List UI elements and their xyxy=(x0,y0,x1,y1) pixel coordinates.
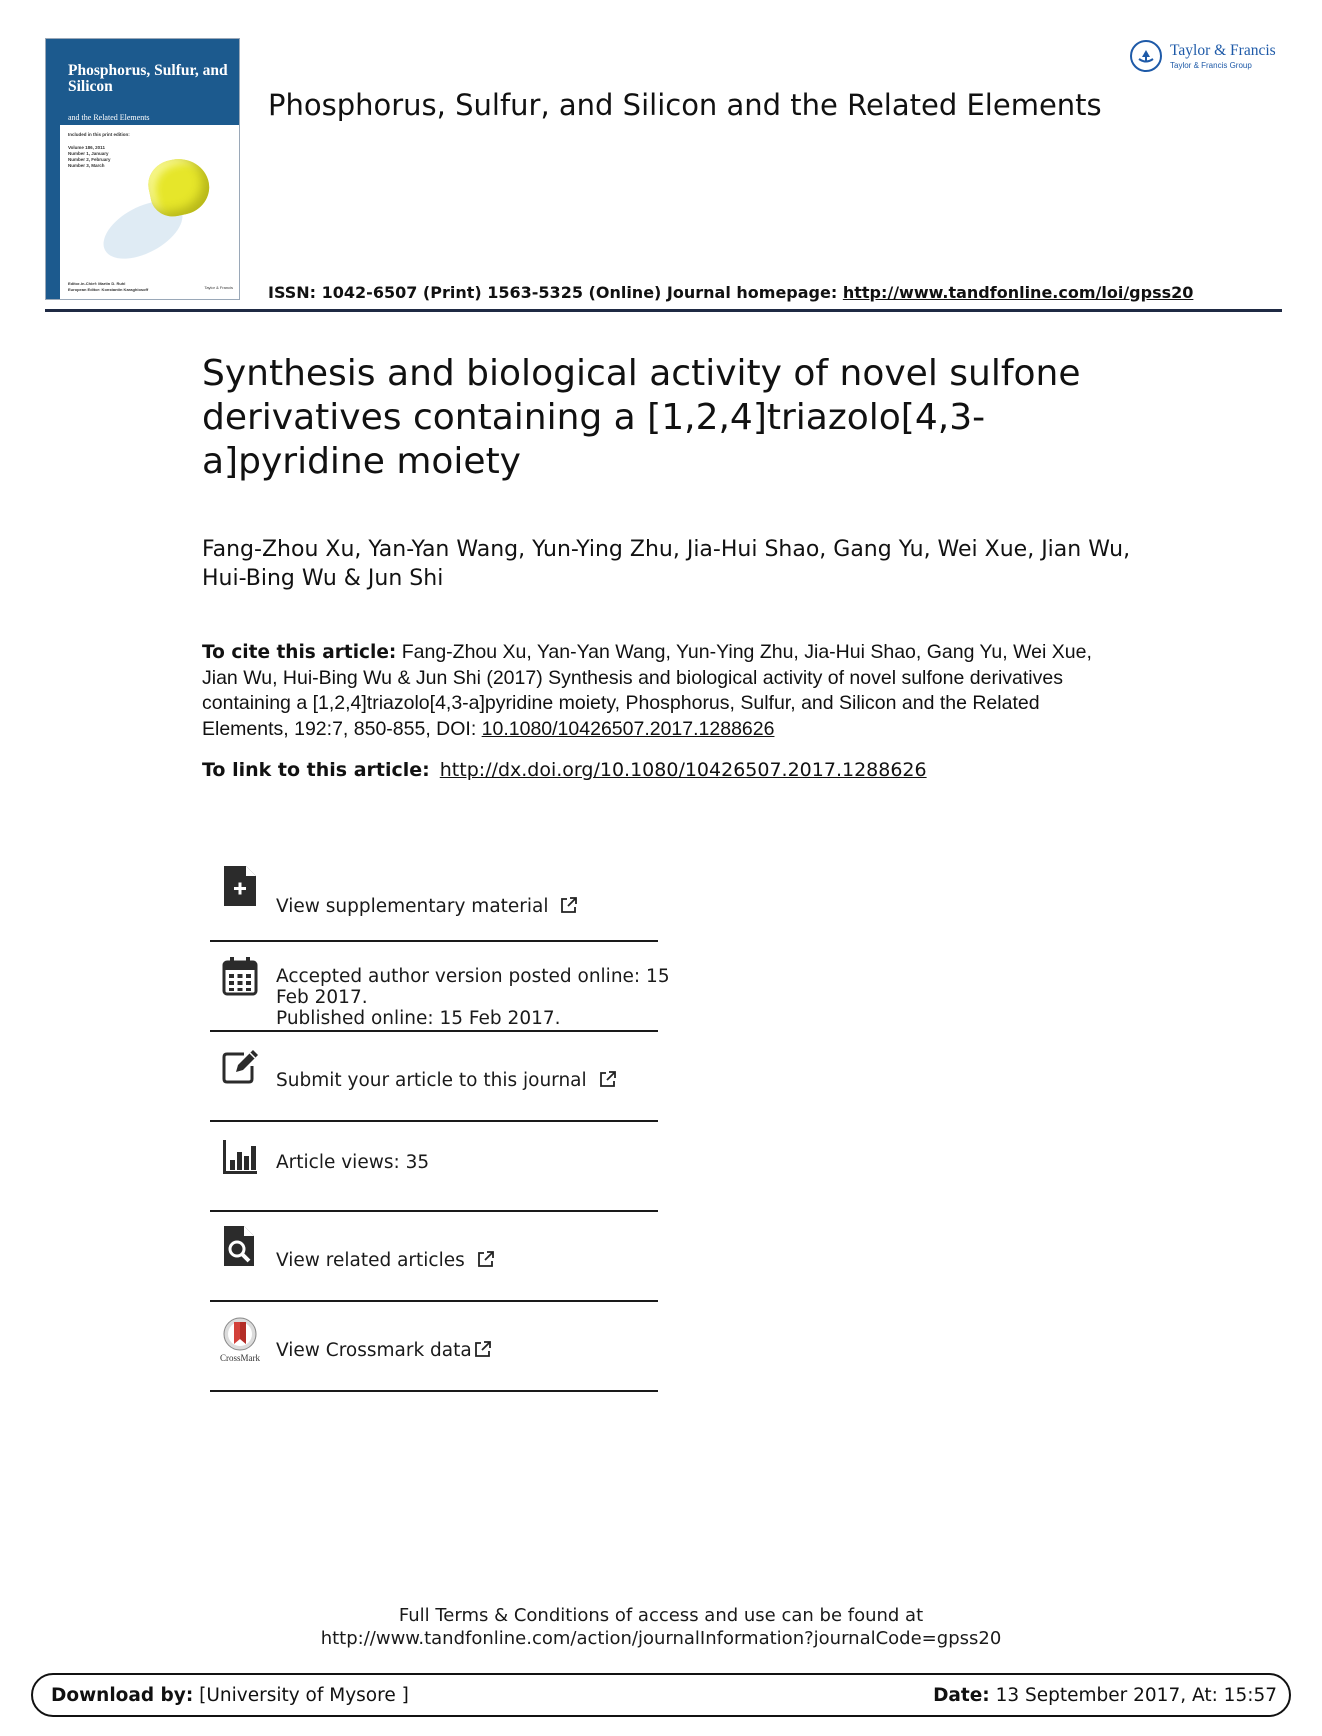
edit-icon xyxy=(222,1046,258,1086)
calendar-icon xyxy=(222,956,258,996)
external-link-icon xyxy=(477,1250,495,1268)
dates-row xyxy=(210,956,670,1029)
cite-text: Fang-Zhou Xu, Yan-Yan Wang, Yun-Ying Zhu, Jia-Hui Shao, Gang Yu, Wei Xue, Jian Wu, Hui-Bing Wu & Jun Shi (2017) Synthesis and biological activity of novel sulfone derivatives containing a [1,2,4]triazolo[4,3-a]pyridine moiety, Phosphorus, Sulfur, and Silicon and the Related Elements, 192:7, 850-855, DOI: xyxy=(202,641,1092,740)
supplementary-material-row[interactable] xyxy=(210,866,658,926)
cover-editors xyxy=(68,281,148,292)
download-date xyxy=(933,1685,1277,1706)
issn-line xyxy=(268,283,1193,302)
date-label: Date: xyxy=(933,1685,990,1706)
download-label: Download by: xyxy=(51,1685,194,1706)
article-views-row xyxy=(210,1136,658,1196)
external-link-icon xyxy=(599,1070,617,1088)
cover-volume-line: Number 1, January xyxy=(68,151,109,156)
cover-spine xyxy=(46,39,60,299)
article-views: Article views: 35 xyxy=(276,1152,430,1173)
document-search-icon xyxy=(222,1226,258,1266)
cover-title: Phosphorus, Sulfur, and Silicon xyxy=(68,62,228,95)
journal-cover-image xyxy=(45,38,240,300)
link-label: To link to this article: xyxy=(202,759,430,781)
article-authors: Fang-Zhou Xu, Yan-Yan Wang, Yun-Ying Zhu, Jia-Hui Shao, Gang Yu, Wei Xue, Jian Wu, Hui-Bing Wu & Jun Shi xyxy=(202,537,1131,591)
accepted-date-line: Accepted author version posted online: 15 xyxy=(276,966,670,987)
crossmark-logo-text: CrossMark xyxy=(220,1353,260,1363)
article-link-line xyxy=(202,759,927,781)
cover-included-note: Included in this print edition: xyxy=(68,132,130,137)
publisher-logo xyxy=(1130,38,1285,78)
article-doi-link[interactable]: http://dx.doi.org/10.1080/10426507.2017.1288626 xyxy=(439,759,927,781)
cover-editor-line: Editor-in-Chief: Martin D. Ruhl xyxy=(68,281,126,286)
external-link-icon xyxy=(474,1340,492,1358)
download-by xyxy=(51,1685,409,1706)
submit-article-link[interactable]: Submit your article to this journal xyxy=(276,1070,587,1091)
publisher-name: Taylor & Francis xyxy=(1170,42,1276,59)
publisher-group: Taylor & Francis Group xyxy=(1170,61,1252,70)
related-articles-link[interactable]: View related articles xyxy=(276,1250,465,1271)
crossmark-icon xyxy=(220,1316,264,1364)
cite-doi-link[interactable]: 10.1080/10426507.2017.1288626 xyxy=(481,717,775,740)
cover-volume-info xyxy=(68,145,111,169)
cite-label: To cite this article: xyxy=(202,642,397,663)
journal-title: Phosphorus, Sulfur, and Silicon and the Related Elements xyxy=(268,88,1102,122)
download-info-bar xyxy=(31,1673,1291,1717)
download-institution: [University of Mysore ] xyxy=(193,1685,409,1706)
terms-url[interactable]: http://www.tandfonline.com/action/journalInformation?journalCode=gpss20 xyxy=(320,1628,1002,1649)
file-plus-icon xyxy=(222,866,258,906)
submit-article-row[interactable] xyxy=(210,1046,658,1106)
info-divider xyxy=(210,1120,658,1122)
info-divider xyxy=(210,1390,658,1392)
info-divider xyxy=(210,1210,658,1212)
cover-publisher: Taylor & Francis xyxy=(204,285,233,290)
published-date: Published online: 15 Feb 2017. xyxy=(276,1008,561,1029)
citation-block xyxy=(202,640,1122,742)
accepted-date-line: Feb 2017. xyxy=(276,987,368,1008)
bar-chart-icon xyxy=(222,1138,258,1178)
issn-text: ISSN: 1042-6507 (Print) 1563-5325 (Online) Journal homepage: xyxy=(268,283,843,302)
cover-title-band xyxy=(60,39,239,125)
cover-subtitle: and the Related Elements xyxy=(68,113,150,122)
external-link-icon xyxy=(560,896,578,914)
cover-volume-line: Number 2, February xyxy=(68,157,111,162)
terms-line: Full Terms & Conditions of access and use can be found at xyxy=(398,1605,924,1626)
supplementary-material-link[interactable]: View supplementary material xyxy=(276,896,549,917)
info-divider xyxy=(210,1030,658,1032)
terms-notice xyxy=(0,1604,1322,1650)
date-value: 13 September 2017, At: 15:57 xyxy=(989,1685,1277,1706)
info-divider xyxy=(210,1300,658,1302)
related-articles-row[interactable] xyxy=(210,1226,658,1286)
cover-volume-line: Number 3, March xyxy=(68,163,105,168)
article-title: Synthesis and biological activity of novel sulfone derivatives containing a [1,2,4]triazolo[4,3-a]pyridine moiety xyxy=(202,353,1081,482)
info-divider xyxy=(210,940,658,942)
publisher-logo-icon xyxy=(1130,40,1162,72)
crossmark-link[interactable]: View Crossmark data xyxy=(276,1340,472,1361)
header-divider xyxy=(45,309,1282,312)
crossmark-row[interactable] xyxy=(210,1316,658,1376)
cover-volume-line: Volume 186, 2011 xyxy=(68,145,105,150)
journal-homepage-link[interactable]: http://www.tandfonline.com/loi/gpss20 xyxy=(842,283,1194,302)
cover-editor-line: European Editor: Konstantin Karaghiosoff xyxy=(68,286,149,292)
